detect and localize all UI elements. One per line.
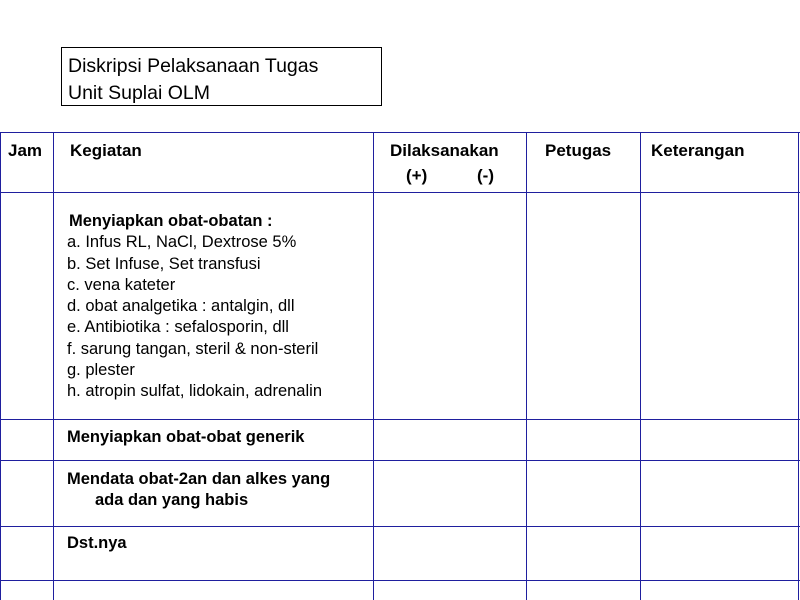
table-border-left [0,132,1,600]
row-2-activity: Menyiapkan obat-obat generik [67,428,305,446]
header-dilaksanakan: Dilaksanakan [390,141,499,160]
list-item: f. sarung tangan, steril & non-steril [67,339,319,358]
table-border-top [0,132,800,133]
title-line-2: Unit Suplai OLM [68,82,210,104]
header-plus: (+) [406,166,428,185]
row-3-line-1: Mendata obat-2an dan alkes yang [67,470,331,488]
list-item: a. Infus RL, NaCl, Dextrose 5% [67,233,297,252]
row-divider-3 [0,526,800,527]
column-divider-jam [53,132,54,600]
list-item: g. plester [67,361,135,380]
column-divider-kegiatan [373,132,374,600]
task-table [0,132,800,600]
header-kegiatan: Kegiatan [70,141,142,160]
list-item: h. atropin sulfat, lidokain, adrenalin [67,382,322,401]
row-1-activity [67,211,322,403]
column-divider-dilaksanakan [526,132,527,600]
row-divider-4 [0,580,800,581]
header-keterangan: Keterangan [651,141,745,160]
document-title [61,47,382,106]
row-3-activity [67,469,330,512]
row-divider-2 [0,460,800,461]
list-item: d. obat analgetika : antalgin, dll [67,297,295,316]
row-divider-1 [0,419,800,420]
list-item: b. Set Infuse, Set transfusi [67,254,261,273]
header-petugas: Petugas [545,141,612,160]
header-minus: (-) [477,166,494,185]
row-4-activity: Dst.nya [67,534,127,552]
header-row-divider [0,192,800,193]
list-item: c. vena kateter [67,275,176,294]
row-3-line-2: ada dan yang habis [95,491,249,510]
title-line-1: Diskripsi Pelaksanaan Tugas [68,55,319,77]
column-divider-petugas [640,132,641,600]
list-item: e. Antibiotika : sefalosporin, dll [67,318,289,337]
table-border-right [798,132,799,600]
header-jam: Jam [8,141,43,160]
row-1-heading: Menyiapkan obat-obatan : [69,212,273,230]
